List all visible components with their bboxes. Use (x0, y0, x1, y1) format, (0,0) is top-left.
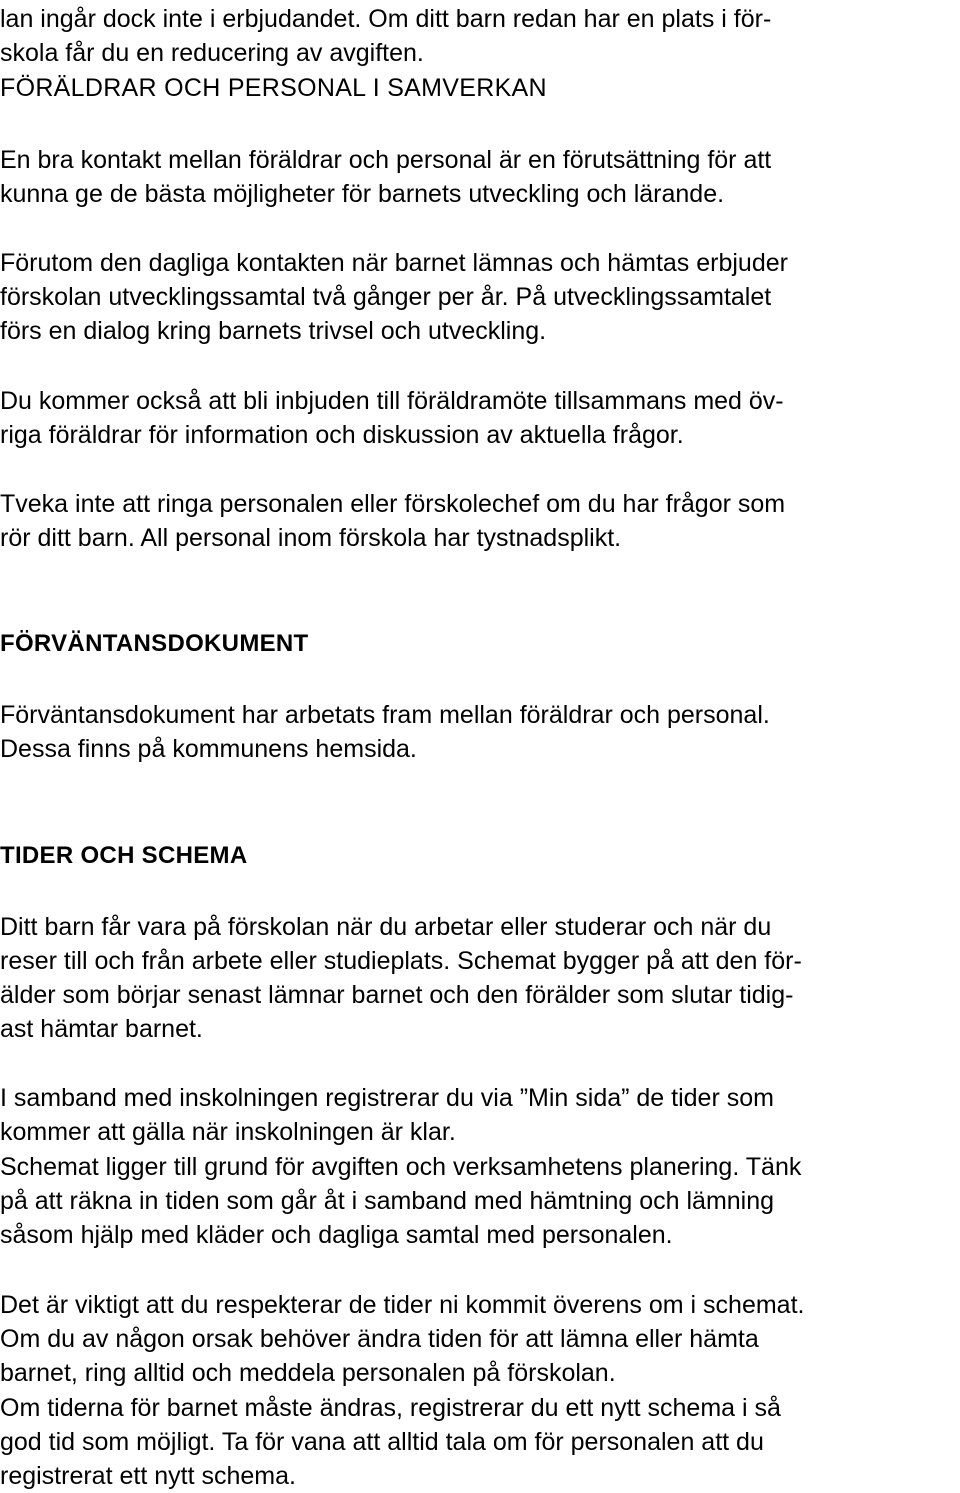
paragraph-line: förs en dialog kring barnets trivsel och utveckling. (0, 317, 547, 345)
paragraph-line: rör ditt barn. All personal inom förskola har tystnadsplikt. (0, 524, 622, 552)
paragraph-line: I samband med inskolningen registrerar du via ”Min sida” de tider som (0, 1084, 774, 1112)
paragraph-line: Förutom den dagliga kontakten när barnet lämnas och hämtas erbjuder (0, 249, 788, 277)
paragraph-line: god tid som möjligt. Ta för vana att alltid tala om för personalen att du (0, 1428, 764, 1456)
intro-line-2: skola får du en reducering av avgiften. (0, 39, 424, 67)
paragraph-line: Om du av någon orsak behöver ändra tiden för att lämna eller hämta (0, 1325, 759, 1353)
paragraph-line: kommer att gälla när inskolningen är klar. (0, 1118, 456, 1146)
paragraph-line: älder som börjar senast lämnar barnet och den förälder som slutar tidig- (0, 981, 794, 1009)
paragraph-line: Ditt barn får vara på förskolan när du arbetar eller studerar och när du (0, 913, 772, 941)
intro-line-1: lan ingår dock inte i erbjudandet. Om ditt barn redan har en plats i för- (0, 5, 772, 33)
paragraph-line: ast hämtar barnet. (0, 1015, 203, 1043)
paragraph-line: kunna ge de bästa möjligheter för barnets utveckling och lärande. (0, 180, 725, 208)
section-heading-tider-och-schema: TIDER OCH SCHEMA (0, 842, 248, 869)
paragraph-line: En bra kontakt mellan föräldrar och personal är en förutsättning för att (0, 146, 772, 174)
paragraph-line: såsom hjälp med kläder och dagliga samtal med personalen. (0, 1221, 673, 1249)
paragraph-line: på att räkna in tiden som går åt i samband med hämtning och lämning (0, 1187, 775, 1215)
paragraph-line: Förväntansdokument har arbetats fram mellan föräldrar och personal. (0, 701, 770, 729)
section-heading-samverkan: FÖRÄLDRAR OCH PERSONAL I SAMVERKAN (0, 74, 547, 102)
paragraph-line: registrerat ett nytt schema. (0, 1462, 296, 1490)
paragraph-line: Dessa finns på kommunens hemsida. (0, 735, 417, 763)
paragraph-line: förskolan utvecklingssamtal två gånger per år. På utvecklingssamtalet (0, 283, 772, 311)
paragraph-line: Schemat ligger till grund för avgiften och verksamhetens planering. Tänk (0, 1153, 802, 1181)
paragraph-line: Om tiderna för barnet måste ändras, registrerar du ett nytt schema i så (0, 1394, 781, 1422)
section-heading-forvantansdokument: FÖRVÄNTANSDOKUMENT (0, 630, 309, 657)
paragraph-line: Tveka inte att ringa personalen eller förskolechef om du har frågor som (0, 490, 786, 518)
paragraph-line: Du kommer också att bli inbjuden till föräldramöte tillsammans med öv- (0, 387, 784, 415)
paragraph-line: reser till och från arbete eller studieplats. Schemat bygger på att den för- (0, 947, 802, 975)
paragraph-line: Det är viktigt att du respekterar de tider ni kommit överens om i schemat. (0, 1291, 805, 1319)
paragraph-line: barnet, ring alltid och meddela personalen på förskolan. (0, 1359, 616, 1387)
paragraph-line: riga föräldrar för information och diskussion av aktuella frågor. (0, 421, 684, 449)
